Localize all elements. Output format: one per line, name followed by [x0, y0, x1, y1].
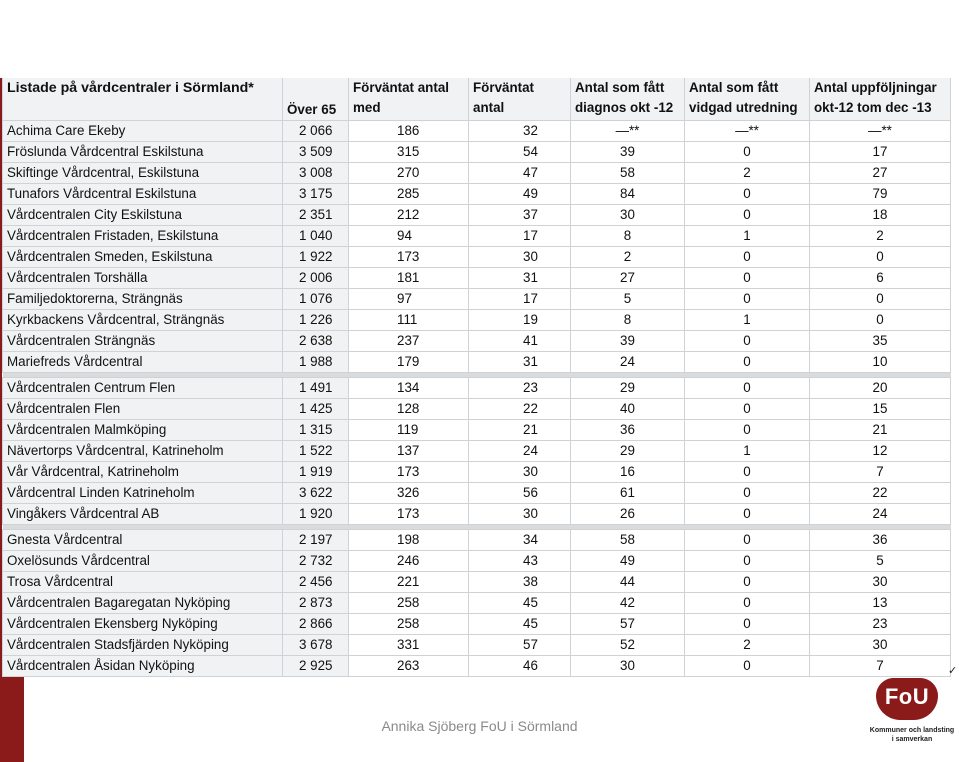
cell-expected-with: 173	[349, 247, 469, 268]
table-row	[3, 331, 951, 352]
cell-expected-with: 246	[349, 551, 469, 572]
cell-expected-with: 258	[349, 593, 469, 614]
cell-over65: 2 866	[283, 614, 349, 635]
cell-followups: 27	[810, 163, 951, 184]
cell-vardcentral: Kyrkbackens Vårdcentral, Strängnäs	[3, 310, 283, 331]
table-row	[3, 352, 951, 373]
cell-over65: 3 622	[283, 483, 349, 504]
cell-diagnosed: —**	[571, 121, 685, 142]
cell-expected: 56	[469, 483, 571, 504]
cell-vardcentral: Fröslunda Vårdcentral Eskilstuna	[3, 142, 283, 163]
cell-extended: 0	[685, 656, 810, 677]
cell-vardcentral: Oxelösunds Vårdcentral	[3, 551, 283, 572]
cell-extended: 0	[685, 614, 810, 635]
cell-followups: 22	[810, 483, 951, 504]
table-row	[3, 310, 951, 331]
cell-expected: 37	[469, 205, 571, 226]
cell-diagnosed: 30	[571, 656, 685, 677]
cell-followups: 5	[810, 551, 951, 572]
table-row	[3, 530, 951, 551]
cell-vardcentral: Vårdcentralen Fristaden, Eskilstuna	[3, 226, 283, 247]
cell-diagnosed: 2	[571, 247, 685, 268]
cell-expected: 43	[469, 551, 571, 572]
slide-top-area	[0, 0, 959, 78]
header-diagnosed: Antal som fått diagnos okt -12	[571, 78, 685, 121]
cell-extended: 0	[685, 504, 810, 525]
cell-over65: 1 040	[283, 226, 349, 247]
cell-over65: 3 008	[283, 163, 349, 184]
cell-expected: 22	[469, 399, 571, 420]
cell-diagnosed: 61	[571, 483, 685, 504]
cell-expected: 46	[469, 656, 571, 677]
cell-over65: 1 226	[283, 310, 349, 331]
table-row	[3, 184, 951, 205]
cell-extended: 2	[685, 163, 810, 184]
cell-followups: 0	[810, 247, 951, 268]
cell-over65: 2 456	[283, 572, 349, 593]
cell-vardcentral: Vingåkers Vårdcentral AB	[3, 504, 283, 525]
cell-followups: 10	[810, 352, 951, 373]
cell-over65: 3 175	[283, 184, 349, 205]
cell-expected-with: 237	[349, 331, 469, 352]
table-header	[3, 78, 951, 121]
cell-followups: 79	[810, 184, 951, 205]
cell-diagnosed: 8	[571, 226, 685, 247]
table-row	[3, 226, 951, 247]
cell-extended: 0	[685, 572, 810, 593]
cell-expected-with: 97	[349, 289, 469, 310]
cell-over65: 2 638	[283, 331, 349, 352]
table-row	[3, 121, 951, 142]
cell-expected: 45	[469, 614, 571, 635]
cell-followups: —**	[810, 121, 951, 142]
table-row	[3, 205, 951, 226]
table-row	[3, 614, 951, 635]
cell-diagnosed: 36	[571, 420, 685, 441]
cell-diagnosed: 30	[571, 205, 685, 226]
cell-extended: 0	[685, 352, 810, 373]
cell-extended: 0	[685, 399, 810, 420]
cell-followups: 23	[810, 614, 951, 635]
cell-extended: 0	[685, 268, 810, 289]
cell-followups: 17	[810, 142, 951, 163]
cell-diagnosed: 5	[571, 289, 685, 310]
table-row	[3, 551, 951, 572]
cell-over65: 1 076	[283, 289, 349, 310]
cell-expected: 45	[469, 593, 571, 614]
cell-expected-with: 221	[349, 572, 469, 593]
cell-diagnosed: 39	[571, 142, 685, 163]
cell-followups: 35	[810, 331, 951, 352]
table-row	[3, 504, 951, 525]
cell-followups: 13	[810, 593, 951, 614]
cell-expected: 19	[469, 310, 571, 331]
cell-expected: 38	[469, 572, 571, 593]
table-row	[3, 593, 951, 614]
cell-followups: 12	[810, 441, 951, 462]
cell-expected-with: 94	[349, 226, 469, 247]
cell-followups: 36	[810, 530, 951, 551]
cell-extended: 1	[685, 310, 810, 331]
cell-expected-with: 179	[349, 352, 469, 373]
cell-expected: 21	[469, 420, 571, 441]
cell-vardcentral: Familjedoktorerna, Strängnäs	[3, 289, 283, 310]
cell-followups: 30	[810, 635, 951, 656]
cell-vardcentral: Vårdcentralen Smeden, Eskilstuna	[3, 247, 283, 268]
cell-over65: 2 732	[283, 551, 349, 572]
table-body	[3, 121, 951, 677]
cell-expected: 30	[469, 462, 571, 483]
cell-expected: 34	[469, 530, 571, 551]
table-row	[3, 635, 951, 656]
table-row	[3, 656, 951, 677]
cell-expected-with: 119	[349, 420, 469, 441]
table-row	[3, 399, 951, 420]
table-row	[3, 462, 951, 483]
cell-vardcentral: Vårdcentralen Torshälla	[3, 268, 283, 289]
cell-followups: 30	[810, 572, 951, 593]
logo-subtitle	[868, 726, 956, 744]
cell-vardcentral: Achima Care Ekeby	[3, 121, 283, 142]
cell-vardcentral: Vårdcentral Linden Katrineholm	[3, 483, 283, 504]
header-followups: Antal uppföljningar okt-12 tom dec -13	[810, 78, 951, 121]
cell-vardcentral: Vår Vårdcentral, Katrineholm	[3, 462, 283, 483]
cell-over65: 2 197	[283, 530, 349, 551]
cell-diagnosed: 27	[571, 268, 685, 289]
cell-expected: 54	[469, 142, 571, 163]
cell-expected-with: 173	[349, 462, 469, 483]
cell-expected-with: 315	[349, 142, 469, 163]
header-expected: Förväntat antal	[469, 78, 571, 121]
cell-over65: 2 066	[283, 121, 349, 142]
cell-extended: 0	[685, 530, 810, 551]
cell-followups: 18	[810, 205, 951, 226]
cell-over65: 3 678	[283, 635, 349, 656]
cell-expected: 23	[469, 378, 571, 399]
cell-expected-with: 186	[349, 121, 469, 142]
logo-subtitle-line1: Kommuner och landsting	[869, 727, 955, 734]
cell-vardcentral: Vårdcentralen Strängnäs	[3, 331, 283, 352]
cell-vardcentral: Tunafors Vårdcentral Eskilstuna	[3, 184, 283, 205]
cell-extended: 0	[685, 378, 810, 399]
cell-followups: 0	[810, 289, 951, 310]
cell-extended: 0	[685, 205, 810, 226]
cell-extended: 0	[685, 551, 810, 572]
cell-diagnosed: 8	[571, 310, 685, 331]
cell-vardcentral: Skiftinge Vårdcentral, Eskilstuna	[3, 163, 283, 184]
cell-diagnosed: 57	[571, 614, 685, 635]
table-row	[3, 247, 951, 268]
cell-vardcentral: Vårdcentralen Stadsfjärden Nyköping	[3, 635, 283, 656]
cell-extended: 0	[685, 142, 810, 163]
cell-vardcentral: Vårdcentralen Flen	[3, 399, 283, 420]
cell-expected: 24	[469, 441, 571, 462]
cell-followups: 7	[810, 462, 951, 483]
cell-expected: 49	[469, 184, 571, 205]
cell-diagnosed: 29	[571, 441, 685, 462]
header-expected-with: Förväntat antal med	[349, 78, 469, 121]
table-row	[3, 483, 951, 504]
cell-diagnosed: 42	[571, 593, 685, 614]
cell-extended: 0	[685, 184, 810, 205]
cell-diagnosed: 40	[571, 399, 685, 420]
cell-expected: 41	[469, 331, 571, 352]
table-row	[3, 163, 951, 184]
cell-expected: 17	[469, 226, 571, 247]
cell-expected-with: 258	[349, 614, 469, 635]
cell-diagnosed: 29	[571, 378, 685, 399]
cell-vardcentral: Vårdcentralen Åsidan Nyköping	[3, 656, 283, 677]
cell-extended: 1	[685, 226, 810, 247]
cell-vardcentral: Mariefreds Vårdcentral	[3, 352, 283, 373]
cell-over65: 1 922	[283, 247, 349, 268]
cell-over65: 1 920	[283, 504, 349, 525]
cell-expected-with: 111	[349, 310, 469, 331]
table-row	[3, 289, 951, 310]
cell-extended: —**	[685, 121, 810, 142]
cell-extended: 0	[685, 420, 810, 441]
cell-expected: 30	[469, 504, 571, 525]
cell-vardcentral: Gnesta Vårdcentral	[3, 530, 283, 551]
cell-expected-with: 326	[349, 483, 469, 504]
cell-over65: 1 919	[283, 462, 349, 483]
cell-over65: 1 315	[283, 420, 349, 441]
cell-followups: 20	[810, 378, 951, 399]
cell-over65: 2 873	[283, 593, 349, 614]
cell-expected-with: 285	[349, 184, 469, 205]
cell-followups: 0	[810, 310, 951, 331]
cell-over65: 1 522	[283, 441, 349, 462]
cell-vardcentral: Vårdcentralen Centrum Flen	[3, 378, 283, 399]
cell-expected: 32	[469, 121, 571, 142]
cell-expected-with: 331	[349, 635, 469, 656]
cell-expected-with: 270	[349, 163, 469, 184]
cell-diagnosed: 39	[571, 331, 685, 352]
cell-extended: 0	[685, 247, 810, 268]
cell-followups: 6	[810, 268, 951, 289]
cell-expected: 47	[469, 163, 571, 184]
cell-expected: 31	[469, 268, 571, 289]
cell-vardcentral: Trosa Vårdcentral	[3, 572, 283, 593]
cell-vardcentral: Vårdcentralen Ekensberg Nyköping	[3, 614, 283, 635]
cell-expected: 17	[469, 289, 571, 310]
cell-expected: 31	[469, 352, 571, 373]
cell-expected: 30	[469, 247, 571, 268]
cell-diagnosed: 52	[571, 635, 685, 656]
cell-followups: 7	[810, 656, 951, 677]
cell-diagnosed: 58	[571, 530, 685, 551]
cell-diagnosed: 84	[571, 184, 685, 205]
cell-expected-with: 198	[349, 530, 469, 551]
cell-expected-with: 134	[349, 378, 469, 399]
table-row	[3, 268, 951, 289]
cell-over65: 2 006	[283, 268, 349, 289]
cell-diagnosed: 49	[571, 551, 685, 572]
cell-followups: 15	[810, 399, 951, 420]
fou-logo	[868, 664, 956, 760]
cell-over65: 1 988	[283, 352, 349, 373]
cell-diagnosed: 24	[571, 352, 685, 373]
table-row	[3, 378, 951, 399]
logo-main-text: FoU	[884, 684, 930, 709]
cell-extended: 2	[685, 635, 810, 656]
header-over65: Över 65	[283, 78, 349, 121]
cell-diagnosed: 16	[571, 462, 685, 483]
cell-diagnosed: 26	[571, 504, 685, 525]
cell-expected-with: 128	[349, 399, 469, 420]
logo-subtitle-line2: i samverkan	[891, 736, 933, 743]
cell-expected-with: 137	[349, 441, 469, 462]
cell-extended: 0	[685, 593, 810, 614]
cell-over65: 3 509	[283, 142, 349, 163]
footer-author: Annika Sjöberg FoU i Sörmland	[381, 718, 578, 734]
table-row	[3, 420, 951, 441]
cell-vardcentral: Vårdcentralen Bagaregatan Nyköping	[3, 593, 283, 614]
check-mark-icon: ✓	[948, 665, 958, 677]
cell-extended: 0	[685, 462, 810, 483]
table-row	[3, 572, 951, 593]
cell-vardcentral: Vårdcentralen Malmköping	[3, 420, 283, 441]
cell-extended: 0	[685, 331, 810, 352]
cell-expected-with: 263	[349, 656, 469, 677]
cell-followups: 21	[810, 420, 951, 441]
table-row	[3, 441, 951, 462]
cell-vardcentral: Nävertorps Vårdcentral, Katrineholm	[3, 441, 283, 462]
cell-expected-with: 181	[349, 268, 469, 289]
cell-expected: 57	[469, 635, 571, 656]
cell-followups: 2	[810, 226, 951, 247]
cell-vardcentral: Vårdcentralen City Eskilstuna	[3, 205, 283, 226]
cell-expected-with: 212	[349, 205, 469, 226]
cell-over65: 2 351	[283, 205, 349, 226]
header-title: Listade på vårdcentraler i Sörmland*	[3, 78, 283, 121]
cell-diagnosed: 58	[571, 163, 685, 184]
cell-over65: 1 425	[283, 399, 349, 420]
table-row	[3, 142, 951, 163]
vardcentral-table	[2, 78, 951, 677]
cell-over65: 2 925	[283, 656, 349, 677]
cell-diagnosed: 44	[571, 572, 685, 593]
cell-over65: 1 491	[283, 378, 349, 399]
cell-extended: 1	[685, 441, 810, 462]
cell-followups: 24	[810, 504, 951, 525]
cell-expected-with: 173	[349, 504, 469, 525]
cell-extended: 0	[685, 483, 810, 504]
cell-extended: 0	[685, 289, 810, 310]
header-extended: Antal som fått vidgad utredning	[685, 78, 810, 121]
